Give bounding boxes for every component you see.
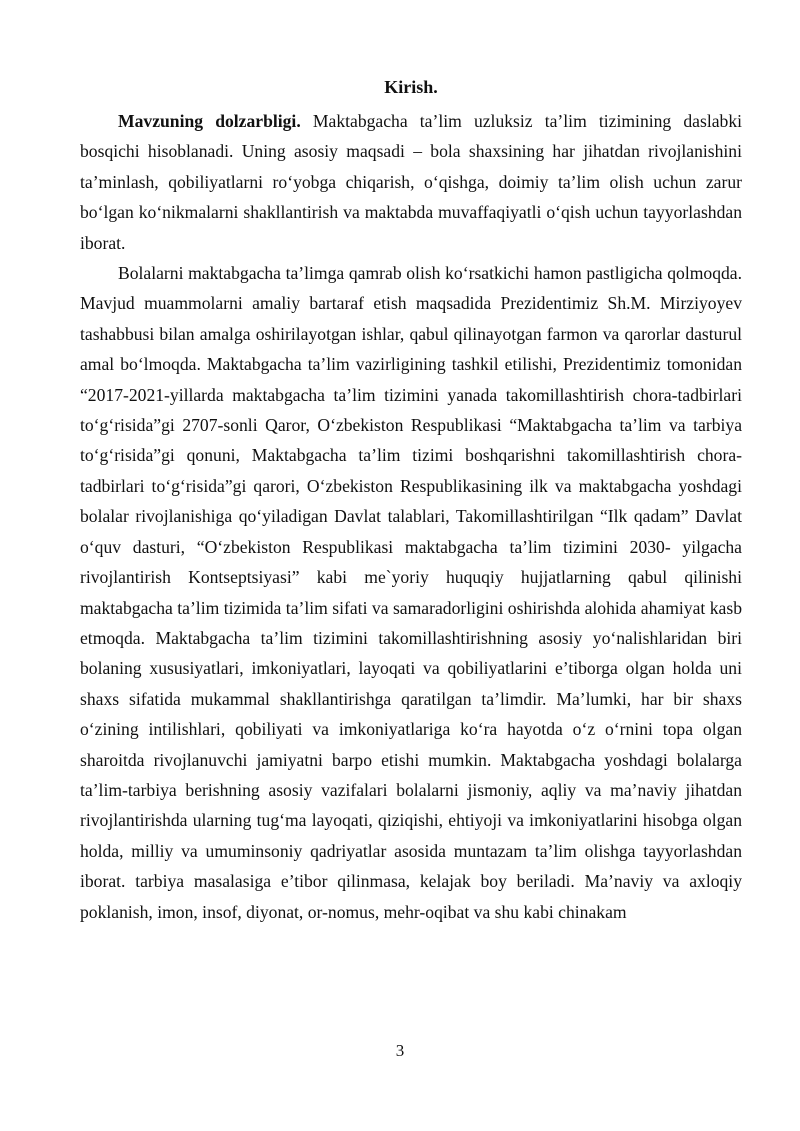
paragraph-lead: Mavzuning dolzarbligi. — [118, 111, 301, 131]
paragraph-text: Bolalarni maktabgacha ta’limga qamrab olish ko‘rsatkichi hamon pastligicha qolmoqda. Mavjud muammolarni amaliy bartaraf etish maqsadida Prezidentimiz Sh.M. Mirziyoyev tashabbusi bilan amalga oshirilayotgan ishlar, qabul qilinayotgan farmon va qarorlar dasturul amal bo‘lmoqda. Maktabgacha ta’lim vazirligining tashkil etilishi, Prezidentimiz tomonidan “2017-2021-yillarda maktabgacha ta’lim tizimini yanada takomillashtirish chora-tadbirlari to‘g‘risida”gi 2707-sonli Qaror, O‘zbekiston Respublikasi “Maktabgacha ta’lim va tarbiya to‘g‘risida”gi qonuni, Maktabgacha ta’lim tizimi boshqarishni takomillashtirish chora-tadbirlari to‘g‘risida”gi qarori, O‘zbekiston Respublikasining ilk va maktabgacha yoshdagi bolalar rivojlanishiga qo‘yiladigan Davlat talablari, Takomillashtirilgan “Ilk qadam” Davlat o‘quv dasturi, “O‘zbekiston Respublikasi maktabgacha ta’lim tizimini 2030- yilgacha rivojlantirish Kontseptsiyasi” kabi me`yoriy huquqiy hujjatlarning qabul qilinishi maktabgacha ta’lim tizimida ta’lim sifati va samaradorligini oshirishda alohida ahamiyat kasb etmoqda. Maktabgacha ta’lim tizimini takomillashtirishning asosiy yo‘nalishlaridan biri bolaning xususiyatlari, imkoniyatlari, layoqati va qobiliyatlarini e’tiborga olgan holda uni shaxs sifatida mukammal shakllantirishga qaratilgan ta’limdir. Ma’lumki, har bir shaxs o‘zining intilishlari, qobiliyati va imkoniyatlariga ko‘ra hayotda o‘z o‘rnini topa olgan sharoitda rivojlanuvchi jamiyatni barpo etishi mumkin. Maktabgacha yoshdagi bolalarga ta’lim-tarbiya berishning asosiy vazifalari bolalarni jismoniy, aqliy va ma’naviy jihatdan rivojlantirishda ularning tug‘ma layoqati, qiziqishi, ehtiyoji va imkoniyatlarini hisobga olgan holda, milliy va umuminsoniy qadriyatlar asosida muntazam ta’lim olishga tayyorlashdan iborat. tarbiya masalasiga e’tibor qilinmasa, kelajak boy beriladi. Ma’naviy va axloqiy poklanish, imon, insof, diyonat, or-nomus, mehr-oqibat va shu kabi chinakam — [80, 263, 742, 922]
paragraph-text: Maktabgacha ta’lim uzluksiz ta’lim tizimining daslabki bosqichi hisoblanadi. Uning asosiy maqsadi – bola shaxsining har jihatdan rivojlanishini ta’minlash, qobiliyatlarni ro‘yobga chiqarish, o‘qishga, doimiy ta’lim olish uchun zarur bo‘lgan ko‘nikmalarni shakllantirish va maktabda muvaffaqiyatli o‘qish uchun tayyorlashdan iborat. — [80, 111, 742, 253]
paragraph-body — [80, 258, 742, 927]
document-page — [80, 74, 742, 927]
paragraph-relevance — [80, 106, 742, 258]
page-number: 3 — [395, 1041, 405, 1060]
section-title: Kirish. — [384, 77, 438, 97]
